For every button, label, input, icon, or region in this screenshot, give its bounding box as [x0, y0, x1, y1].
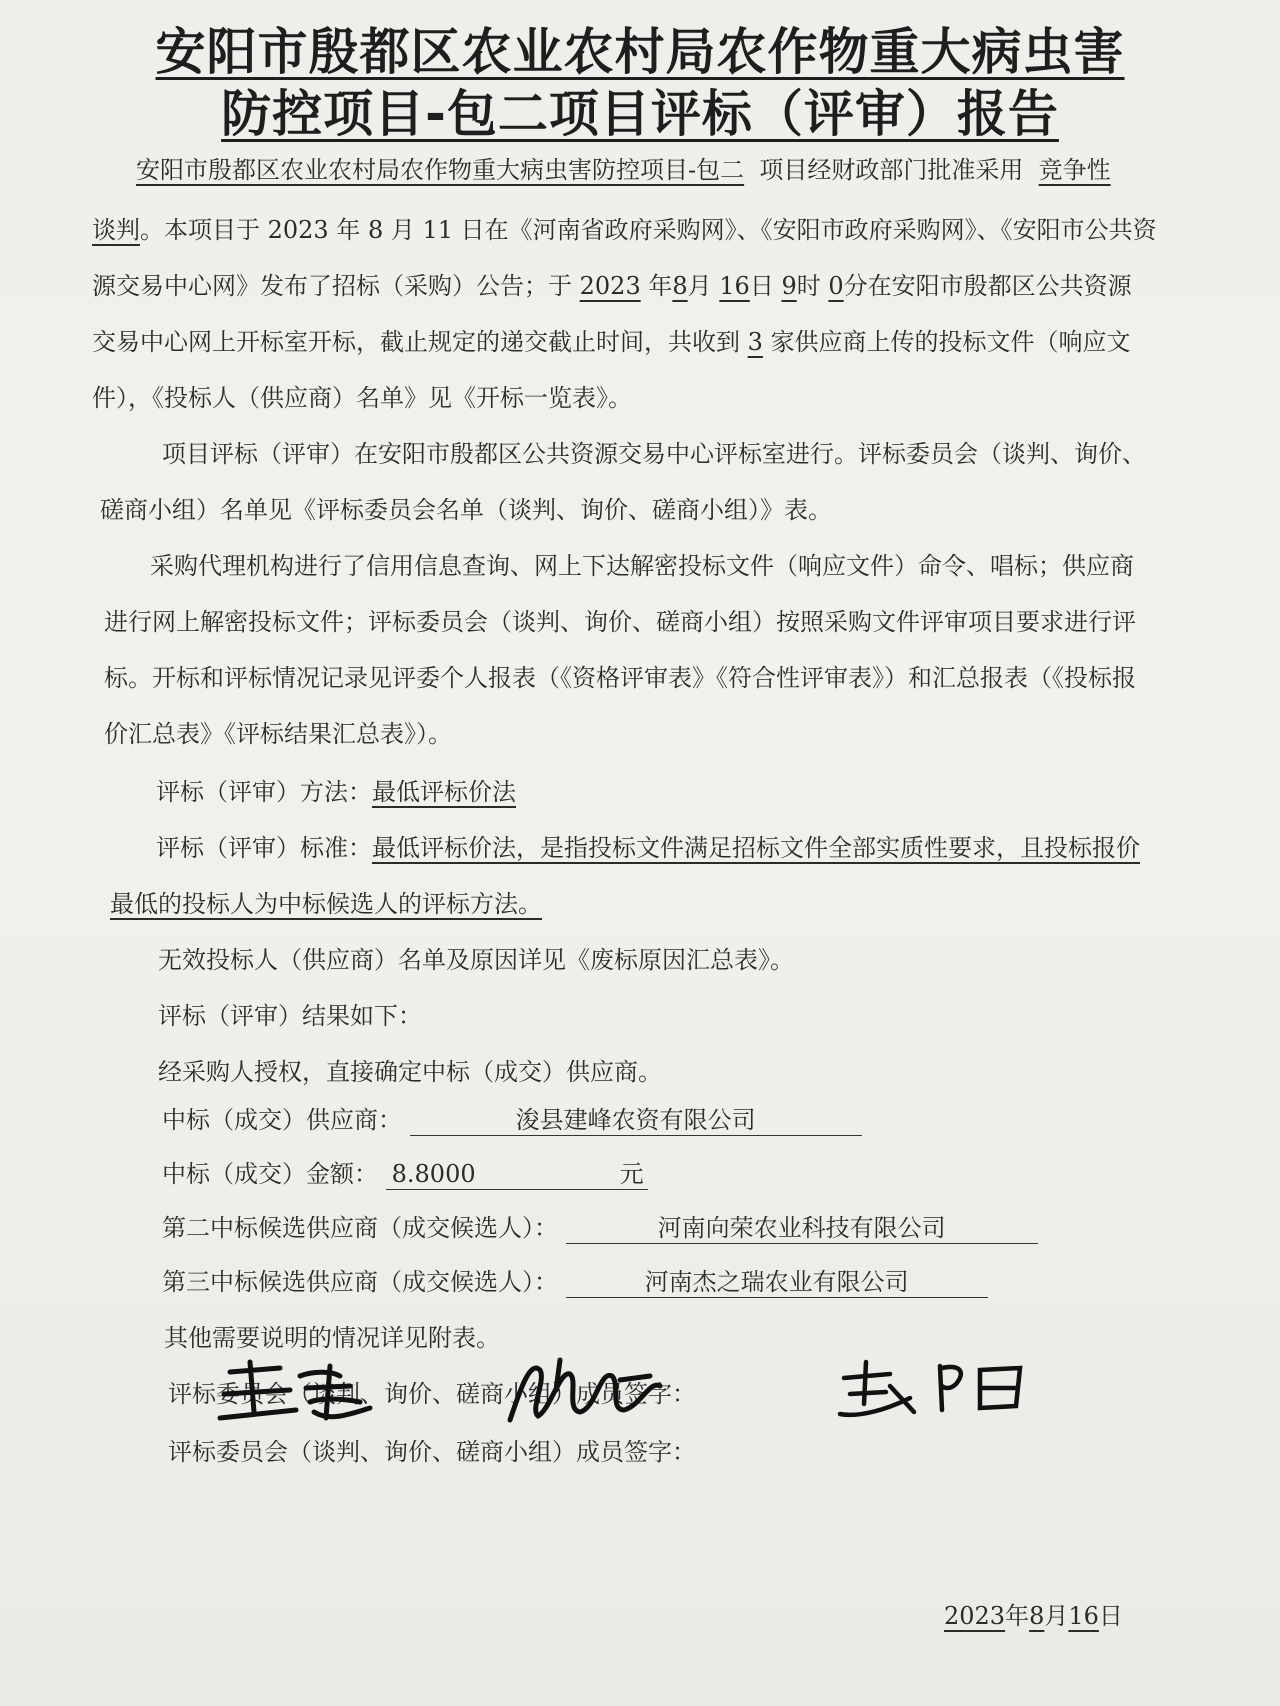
authorize-line: 经采购人授权，直接确定中标（成交）供应商。	[158, 1058, 662, 1086]
result-heading: 评标（评审）结果如下：	[158, 1002, 422, 1030]
open-day: 16	[719, 272, 750, 300]
second-candidate-row	[162, 1208, 1038, 1244]
project-name: 安阳市殷都区农业农村局农作物重大病虫害防控项目-包二	[136, 156, 745, 184]
third-candidate-value: 河南杰之瑞农业有限公司	[566, 1267, 988, 1298]
third-candidate-label: 第三中标候选供应商（成交候选人）：	[162, 1268, 558, 1296]
winner-value: 浚县建峰农资有限公司	[410, 1105, 862, 1136]
standard-label: 评标（评审）标准：	[156, 834, 372, 862]
amount-label: 中标（成交）金额：	[162, 1160, 378, 1188]
amount-row	[162, 1154, 648, 1190]
method-value: 最低评标价法	[372, 778, 516, 806]
para1-text: 家供应商上传的投标文件（响应文	[770, 328, 1131, 356]
report-title-line1: 安阳市殷都区农业农村局农作物重大病虫害	[155, 23, 1125, 81]
standard-value-cont: 最低的投标人为中标候选人的评标方法。	[110, 890, 542, 918]
unit-year: 年	[648, 272, 673, 300]
para3-line3: 标。开标和评标情况记录见评委个人报表（《资格评审表》《符合性评审表》）和汇总报表（《投标报	[104, 664, 1136, 692]
amount-value: 8.8000	[391, 1160, 476, 1188]
open-minute: 0	[828, 272, 844, 300]
winner-label: 中标（成交）供应商：	[162, 1106, 402, 1134]
date-unit-year: 年	[1005, 1602, 1030, 1630]
bid-count: 3	[747, 328, 763, 356]
signature-line-1: 评标委员会（谈判、询价、磋商小组）成员签字：	[168, 1380, 696, 1408]
para1-line3	[92, 266, 1132, 301]
second-candidate-label: 第二中标候选供应商（成交候选人）：	[162, 1214, 558, 1242]
date-day: 16	[1068, 1602, 1099, 1630]
para1-text: 交易中心网上开标室开标，截止规定的递交截止时间，共收到	[92, 328, 740, 356]
date-month: 8	[1029, 1602, 1045, 1630]
para3-line2: 进行网上解密投标文件；评标委员会（谈判、询价、磋商小组）按照采购文件评审项目要求进行评	[104, 608, 1136, 636]
report-title-line2: 防控项目-包二项目评标（评审）报告	[221, 85, 1059, 143]
report-date	[944, 1596, 1123, 1631]
winner-row	[162, 1100, 862, 1136]
date-year: 2023	[944, 1602, 1006, 1630]
date-unit-day: 日	[1098, 1602, 1123, 1630]
invalid-bidders-line: 无效投标人（供应商）名单及原因详见《废标原因汇总表》。	[158, 946, 794, 974]
standard-value: 最低评标价法，是指投标文件满足招标文件全部实质性要求，且投标报价	[372, 834, 1140, 862]
second-candidate-value: 河南向荣农业科技有限公司	[566, 1213, 1038, 1244]
open-hour: 9	[781, 272, 797, 300]
amount-blank	[386, 1159, 648, 1190]
signature-line-2: 评标委员会（谈判、询价、磋商小组）成员签字：	[168, 1438, 696, 1466]
para1-line4	[92, 322, 1131, 357]
open-month: 8	[672, 272, 688, 300]
signature-3	[830, 1348, 1030, 1428]
para3-line1: 采购代理机构进行了信用信息查询、网上下达解密投标文件（响应文件）命令、唱标；供应商	[150, 552, 1134, 580]
date-unit-month: 月	[1044, 1602, 1069, 1630]
method-label: 评标（评审）方法：	[156, 778, 372, 806]
unit-day: 日	[749, 272, 774, 300]
para1-text: 项目经财政部门批准采用	[759, 156, 1024, 184]
para2-line2: 磋商小组）名单见《评标委员会名单（谈判、询价、磋商小组）》表。	[100, 496, 832, 524]
para1-line1	[136, 150, 1111, 185]
procurement-method: 竞争性	[1038, 156, 1111, 184]
para1-text: 分在安阳市殷都区公共资源	[843, 272, 1132, 300]
procurement-method-cont: 谈判	[92, 216, 140, 244]
para2-line1: 项目评标（评审）在安阳市殷都区公共资源交易中心评标室进行。评标委员会（谈判、询价、	[162, 440, 1146, 468]
other-notes-line: 其他需要说明的情况详见附表。	[164, 1324, 500, 1352]
open-year: 2023	[579, 272, 641, 300]
para3-line4: 价汇总表》《评标结果汇总表》）。	[104, 720, 452, 748]
unit-month: 月	[687, 272, 712, 300]
para1-line2	[92, 210, 1157, 245]
signature-1	[210, 1352, 390, 1442]
unit-hour: 时	[796, 272, 821, 300]
para1-text: 源交易中心网》发布了招标（采购）公告；于	[92, 272, 572, 300]
amount-unit: 元	[619, 1160, 644, 1188]
standard-row	[156, 828, 1140, 863]
publish-info: 。本项目于 2023 年 8 月 11 日在《河南省政府采购网》、《安阳市政府采购网》、《安阳市公共资	[140, 216, 1157, 244]
standard-row-cont	[110, 884, 542, 919]
method-row	[156, 772, 516, 807]
para1-line5: 件），《投标人（供应商）名单》见《开标一览表》。	[92, 384, 632, 412]
signature-2	[500, 1350, 670, 1440]
third-candidate-row	[162, 1262, 988, 1298]
